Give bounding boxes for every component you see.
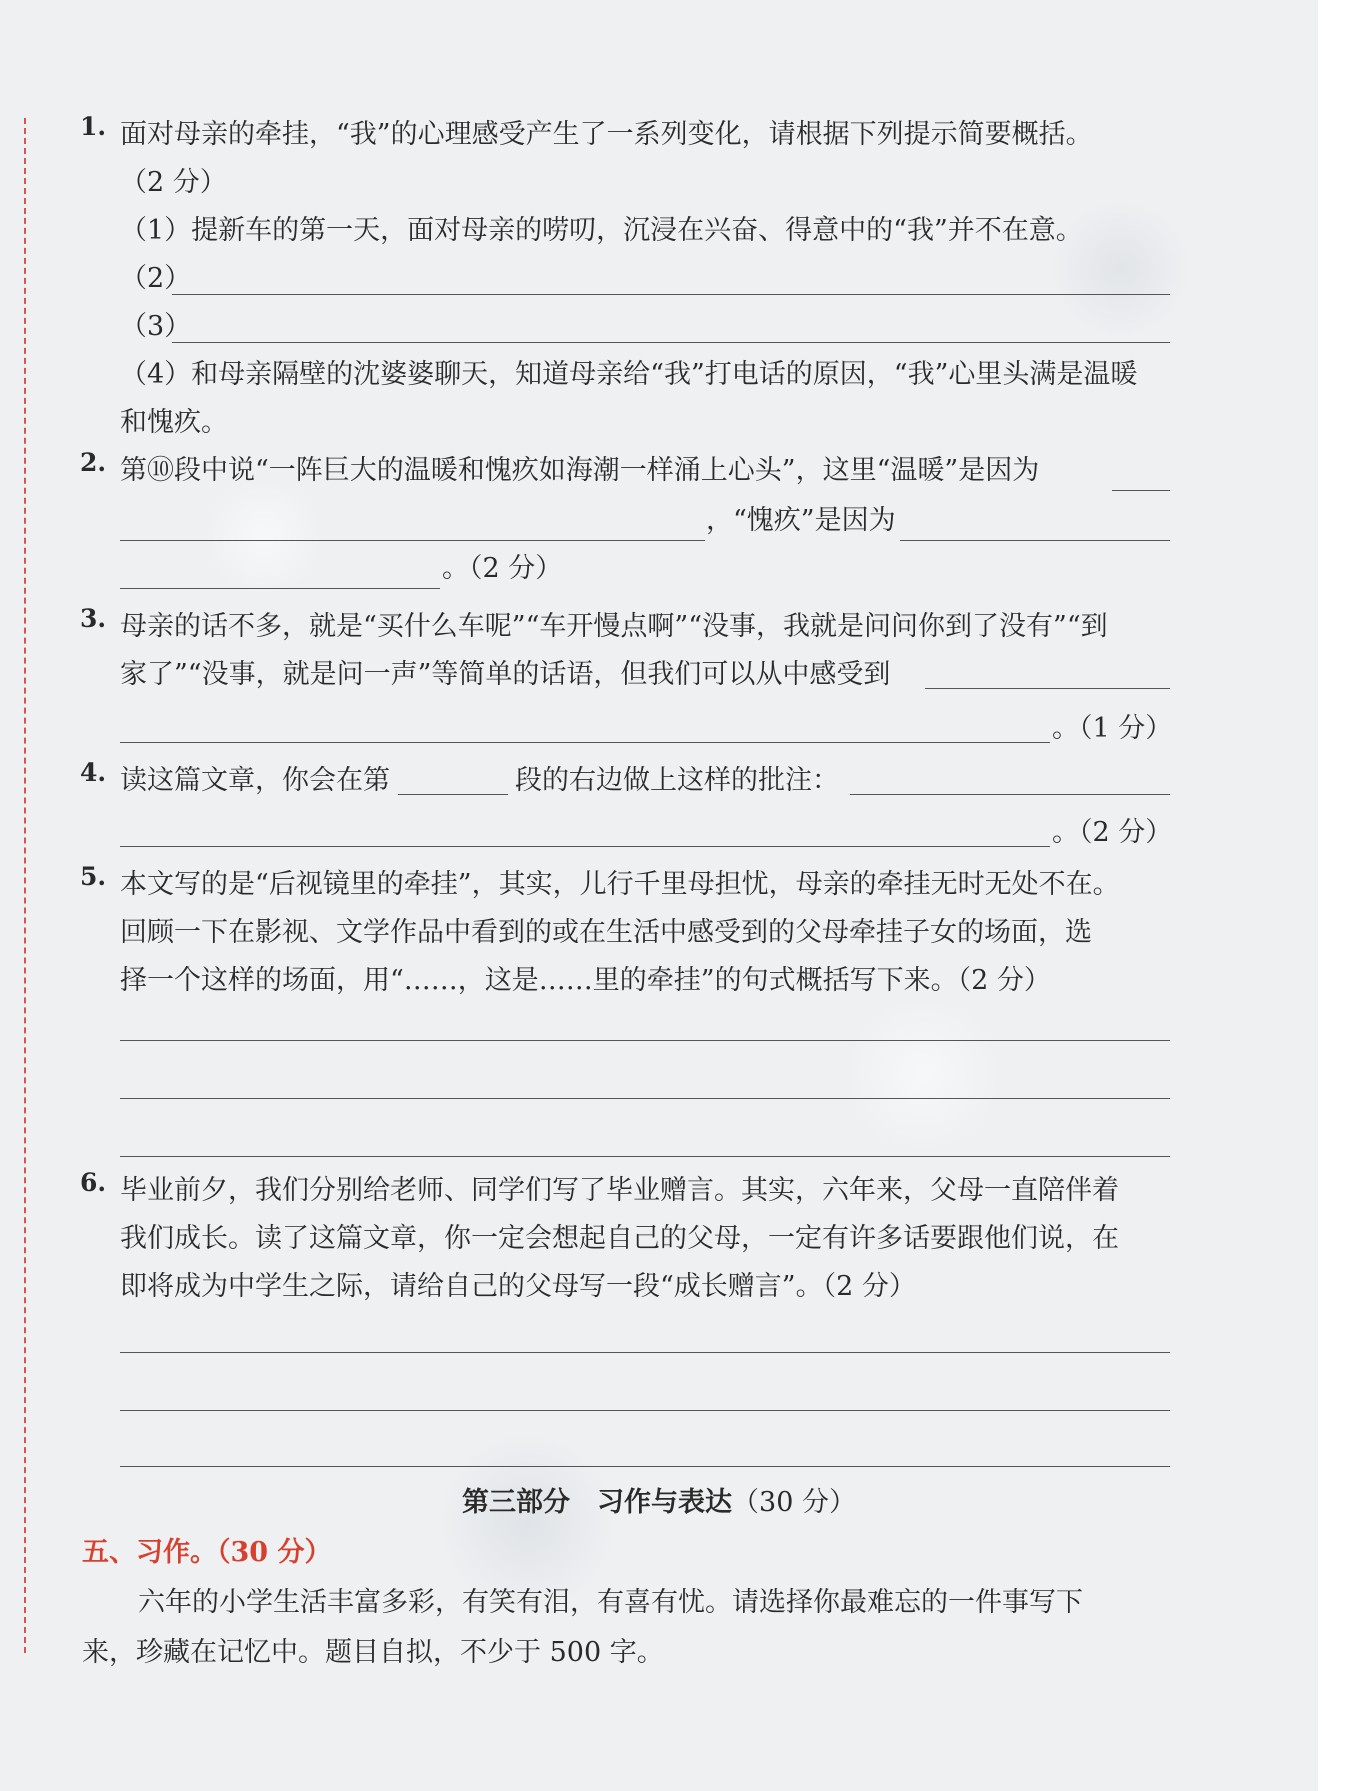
q1-score: （2 分） [120,167,227,198]
q6-answer-line-2[interactable] [120,1410,1170,1411]
q1-item2-answer-line[interactable] [172,294,1170,295]
q2-warmth-answer-line-a[interactable] [1112,490,1170,491]
q5-answer-line-3[interactable] [120,1156,1170,1157]
q5-line1: 本文写的是“后视镜里的牵挂”，其实，儿行千里母担忧，母亲的牵挂无时无处不在。 [120,869,1120,900]
q5-line2: 回顾一下在影视、文学作品中看到的或在生活中感受到的父母牵挂子女的场面，选 [120,917,1092,948]
q2-line1: 第⑩段中说“一阵巨大的温暖和愧疚如海潮一样涌上心头”，这里“温暖”是因为 [120,455,1040,486]
q4-annotation-answer-line-b[interactable] [120,846,1050,847]
q2-guilt-answer-line-b[interactable] [120,588,440,589]
q6-line2: 我们成长。读了这篇文章，你一定会想起自己的父母，一定有许多话要跟他们说，在 [120,1223,1119,1254]
q1-item1: （1）提新车的第一天，面对母亲的唠叨，沉浸在兴奋、得意中的“我”并不在意。 [120,215,1083,246]
q4-part1: 读这篇文章，你会在第 [120,765,390,796]
q6-line1: 毕业前夕，我们分别给老师、同学们写了毕业赠言。其实，六年来，父母一直陪伴着 [120,1175,1119,1206]
q1-item3-answer-line[interactable] [172,342,1170,343]
q1-item4-line2: 和愧疚。 [120,407,228,438]
section5-heading: 五、习作。（30 分） [82,1537,332,1568]
q3-line2: 家了”“没事，就是问一声”等简单的话语，但我们可以从中感受到 [120,659,891,690]
q1-item3-label: （3） [120,311,192,342]
q4-annotation-answer-line-a[interactable] [850,794,1170,795]
q4-line2-end: 。（2 分） [1052,817,1173,848]
q6-line3: 即将成为中学生之际，请给自己的父母写一段“成长赠言”。（2 分） [120,1271,916,1302]
q4-part2: 段的右边做上这样的批注： [515,765,839,796]
part3-title-score: （30 分） [732,1487,856,1518]
q5-answer-line-1[interactable] [120,1040,1170,1041]
q6-answer-line-1[interactable] [120,1352,1170,1353]
q1-number: 1. [80,112,107,141]
q3-number: 3. [80,604,107,633]
q6-answer-line-3[interactable] [120,1466,1170,1467]
q3-line3-end: 。（1 分） [1052,713,1173,744]
q5-line3: 择一个这样的场面，用“……，这是……里的牵挂”的句式概括写下来。（2 分） [120,965,1051,996]
q2-line3-end: 。（2 分） [442,553,563,584]
q2-line2-mid: ，“愧疚”是因为 [706,505,896,536]
part3-title [0,1480,1318,1519]
binding-margin-line [24,118,26,1653]
section5-line1: 六年的小学生活丰富多彩，有笑有泪，有喜有忧。请选择你最难忘的一件事写下 [138,1587,1083,1618]
part3-title-text: 第三部分 习作与表达 [462,1487,733,1518]
q4-paragraph-answer-line[interactable] [398,794,508,795]
q5-number: 5. [80,862,107,891]
q3-answer-line-b[interactable] [120,742,1050,743]
q1-item2-label: （2） [120,263,192,294]
q5-answer-line-2[interactable] [120,1098,1170,1099]
q1-item4-line1: （4）和母亲隔壁的沈婆婆聊天，知道母亲给“我”打电话的原因，“我”心里头满是温暖 [120,359,1138,390]
q1-text: 面对母亲的牵挂，“我”的心理感受产生了一系列变化，请根据下列提示简要概括。 [120,119,1093,150]
q2-warmth-answer-line-b[interactable] [120,540,705,541]
q3-answer-line-a[interactable] [925,688,1170,689]
q2-guilt-answer-line-a[interactable] [900,540,1170,541]
q6-number: 6. [80,1168,107,1197]
q3-line1: 母亲的话不多，就是“买什么车呢”“车开慢点啊”“没事，我就是问问你到了没有”“到 [120,611,1108,642]
q4-number: 4. [80,758,107,787]
section5-line2: 来，珍藏在记忆中。题目自拟，不少于 500 字。 [82,1637,664,1668]
q2-number: 2. [80,448,107,477]
